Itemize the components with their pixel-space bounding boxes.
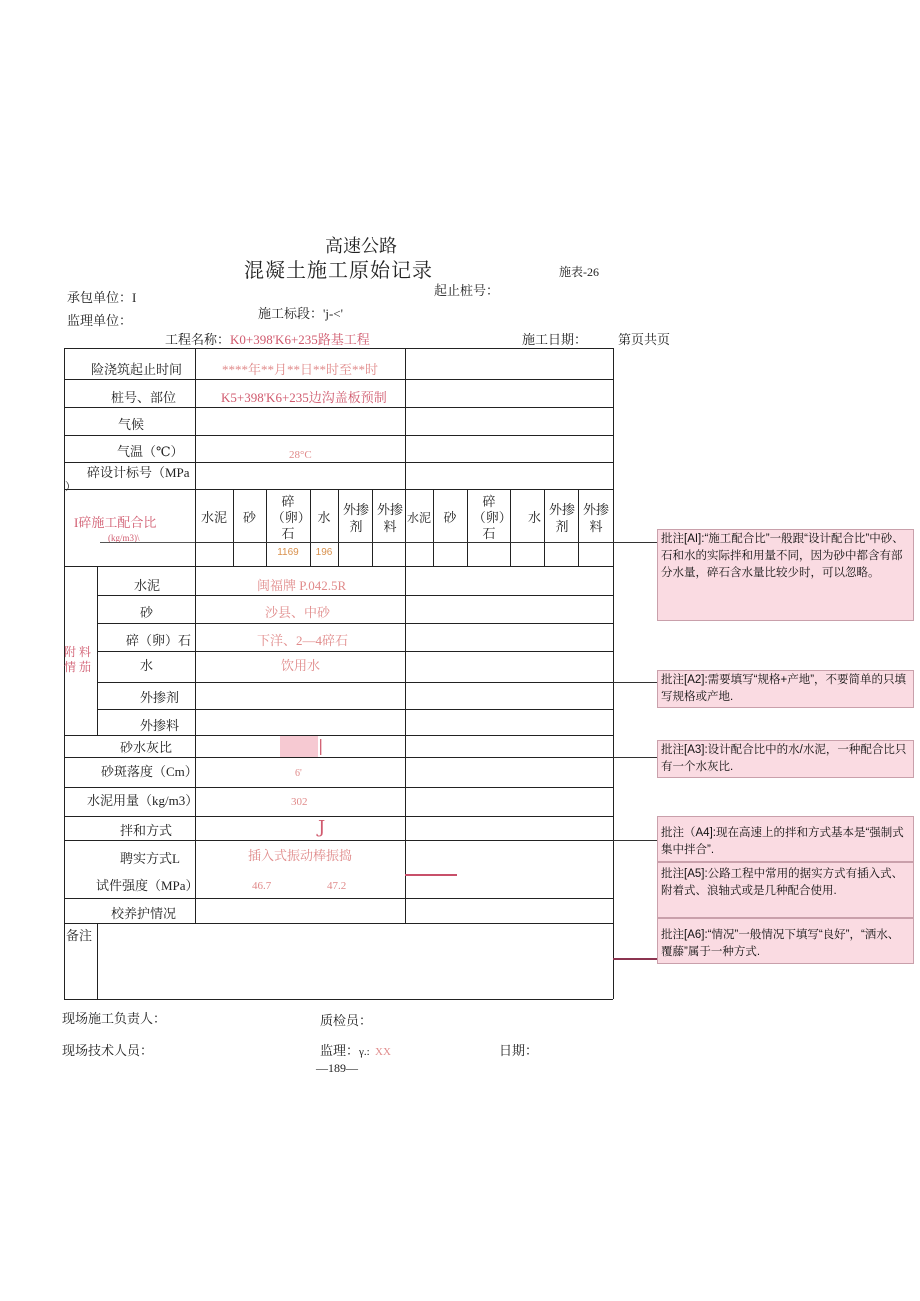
specimen-strength-value-2: 47.2	[327, 880, 347, 892]
supervisor-value: XX	[375, 1046, 391, 1058]
comment-a1-text: “施工配合比”一般跟“设计配合比”中砂、石和水的实际拌和用量不同，因为砂中都含有部分水量，碎石含水量比较少时，可以忽略。	[661, 533, 904, 579]
temperature-value: 28°C	[289, 449, 312, 461]
comment-a5[interactable]	[657, 862, 914, 918]
mix-col-gravel-2: 碎（卵）石	[472, 494, 506, 541]
comment-a3[interactable]	[657, 740, 914, 778]
date-field-label: 日期：	[499, 1043, 539, 1058]
supervisor-mark: γ.:	[359, 1046, 370, 1058]
comment-a2[interactable]	[657, 670, 914, 708]
comment-a4[interactable]	[657, 816, 914, 862]
design-grade-label: 碎设计标号（MPa	[87, 465, 190, 480]
supervisor-unit-label: 监理单位：	[67, 313, 133, 328]
slump-label: 砂斑落度（Cm）	[101, 764, 198, 779]
specimen-strength-value-1: 46.7	[252, 880, 272, 892]
material-value-cement: 闽福牌 P.042.5R	[257, 578, 347, 593]
date-label: 施工日期：	[522, 332, 588, 347]
page-label: 第页共页	[618, 332, 671, 347]
design-grade-paren: ）	[65, 481, 76, 493]
project-value: K0+398'K6+235路基工程	[230, 332, 370, 347]
mix-col-additive-2: 外掺料	[582, 502, 609, 534]
pile-part-value: K5+398'K6+235边沟盖板预制	[221, 390, 387, 405]
weather-label: 气候	[118, 417, 145, 432]
materials-side-label: 附 料 情 茄	[64, 645, 92, 674]
mix-value-water: 196	[315, 547, 333, 558]
mix-col-cement: 水泥	[200, 510, 227, 525]
comment-a4-prefix: 批注（A4]:	[661, 827, 716, 839]
quality-inspector-label: 质检员：	[320, 1013, 373, 1028]
pile-range-label: 起止桩号：	[434, 283, 500, 298]
mix-col-water: 水	[317, 510, 331, 525]
comment-a3-text: 设计配合比中的水/水泥，一种配合比只有一个水灰比.	[661, 744, 907, 773]
comment-a2-prefix: 批注[A2]:	[661, 674, 708, 686]
material-label-sand: 砂	[140, 605, 154, 620]
curing-marker	[613, 958, 657, 960]
contractor-label: 承包单位：I	[67, 290, 137, 305]
cement-amount-value: 302	[291, 796, 308, 808]
remarks-label: 备注	[66, 928, 93, 943]
comment-a6-text: “情况”一般情况下填写“良好”，“洒水、覆藤”属于一种方式.	[661, 929, 900, 958]
material-value-water: 饮用水	[281, 658, 321, 673]
temperature-label: 气温（℃）	[117, 444, 184, 459]
mix-col-sand: 砂	[242, 510, 256, 525]
wc-ratio-mark: |	[318, 736, 324, 755]
material-label-additive: 外掺料	[140, 718, 180, 733]
comment-a4-text: 现在高速上的拌和方式基本是“强制式集中拌合”.	[661, 827, 904, 856]
form-number: 施表-26	[559, 265, 599, 279]
pour-time-value: ****年**月**日**时至**时	[222, 362, 379, 377]
mix-col-gravel: 碎（卵）石	[271, 494, 305, 541]
supervisor-label: 监理：	[320, 1043, 360, 1058]
doc-title: 高速公路	[325, 236, 397, 256]
wc-ratio-label: 砂水灰比	[120, 740, 173, 755]
doc-subtitle: 混凝土施工原始记录	[244, 260, 433, 282]
pour-time-label: 险浇筑起止时间	[91, 362, 183, 377]
slump-value: 6'	[295, 768, 302, 779]
comment-a6-prefix: 批注[A6]:	[661, 929, 708, 941]
comment-a6[interactable]	[657, 918, 914, 964]
cement-amount-label: 水泥用量（kg/m3）	[87, 793, 199, 808]
comment-a1-prefix: 批注[AI]:	[661, 533, 705, 545]
material-label-admixture: 外掺剂	[140, 690, 180, 705]
material-value-gravel: 下洋、2—4碎石	[257, 633, 349, 648]
mix-ratio-label: I碎施工配合比	[74, 515, 157, 530]
page-number: —189—	[316, 1061, 358, 1075]
mix-col-sand-2: 砂	[443, 510, 457, 525]
mixing-method-value: J	[318, 817, 326, 838]
comment-a5-text: 公路工程中常用的据实方式有插入式、附着式、浪轴式或是几种配合使用.	[661, 868, 904, 897]
mixing-method-label: 拌和方式	[120, 823, 173, 838]
curing-label: 校养护情况	[111, 906, 177, 921]
comment-a5-prefix: 批注[A5]:	[661, 868, 708, 880]
mix-col-admixture: 外掺剂	[342, 502, 369, 534]
comment-a2-text: 需要填写“规格+产地”，不要简单的只填写规格或产地.	[661, 674, 907, 703]
wc-ratio-highlight	[280, 736, 318, 757]
site-tech-label: 现场技术人员：	[62, 1043, 154, 1058]
vibration-method-value: 插入式振动棒振捣	[248, 848, 353, 863]
vibration-method-label: 聘实方式L	[120, 851, 180, 866]
material-label-cement: 水泥	[134, 578, 161, 593]
mix-col-cement-2: 水泥	[406, 511, 431, 525]
mix-col-water-2: 水	[528, 510, 542, 525]
site-manager-label: 现场施工负责人：	[62, 1011, 167, 1026]
mix-col-admixture-2: 外掺剂	[548, 502, 575, 534]
comment-a1[interactable]	[657, 529, 914, 621]
mix-ratio-unit: (kg/m3)\	[108, 533, 140, 543]
mix-col-additive: 外掺料	[376, 502, 403, 534]
pile-part-label: 桩号、部位	[111, 390, 177, 405]
strength-marker	[405, 874, 457, 876]
material-label-gravel: 碎（卵）石	[126, 633, 192, 648]
specimen-strength-label: 试件强度（MPa）	[96, 878, 199, 893]
material-value-sand: 沙县、中砂	[265, 605, 331, 620]
section-label: 施工标段：'j-<'	[258, 306, 343, 321]
mix-value-gravel: 1169	[277, 547, 299, 558]
material-label-water: 水	[140, 658, 154, 673]
comment-a3-prefix: 批注[A3]:	[661, 744, 708, 756]
project-label: 工程名称：	[165, 332, 231, 347]
